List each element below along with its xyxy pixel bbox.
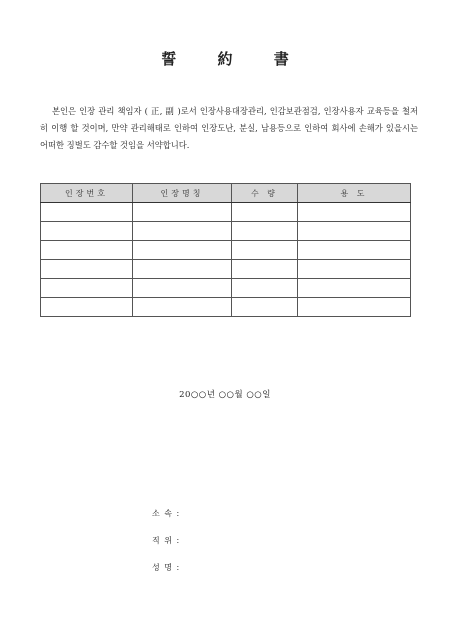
table-cell[interactable] (133, 222, 232, 241)
table-header-row (41, 184, 411, 203)
table-cell[interactable] (133, 203, 232, 222)
table-cell[interactable] (298, 298, 411, 317)
table-cell[interactable] (41, 203, 133, 222)
name-label: 성 명 : (152, 563, 181, 572)
table-cell[interactable] (298, 203, 411, 222)
table-cell[interactable] (298, 279, 411, 298)
date-line: 20○○년 ○○월 ○○일 (179, 390, 271, 400)
table-cell[interactable] (41, 222, 133, 241)
table-cell[interactable] (133, 279, 232, 298)
table-cell[interactable] (41, 241, 133, 260)
table-row (41, 203, 411, 222)
table-row (41, 260, 411, 279)
table-cell[interactable] (41, 260, 133, 279)
pledge-paragraph (40, 103, 418, 154)
table-cell[interactable] (41, 279, 133, 298)
header-seal-number: 인장번호 (41, 184, 133, 203)
table-cell[interactable] (232, 203, 298, 222)
header-purpose: 용 도 (298, 184, 411, 203)
table-cell[interactable] (41, 298, 133, 317)
pledge-text: 본인은 인장 관리 책임자 ( 正, 副 )로서 인장사용대장관리, 인감보관점검, 인장사용자 교육등을 철저히 이행 할 것이며, 만약 관리해태로 인하여 인장도난, 분실, 남용등으로 인하여 회사에 손해가 있을시는 어떠한 징벌도 감수할 것임을 서약합니다. (40, 106, 418, 150)
table-cell[interactable] (133, 298, 232, 317)
table-row (41, 279, 411, 298)
table-cell[interactable] (232, 298, 298, 317)
table-cell[interactable] (298, 241, 411, 260)
table-row (41, 298, 411, 317)
table-cell[interactable] (298, 222, 411, 241)
position-label: 직 위 : (152, 536, 181, 545)
table-cell[interactable] (232, 279, 298, 298)
table-cell[interactable] (298, 260, 411, 279)
table-cell[interactable] (232, 222, 298, 241)
document-title: 誓 約 書 (161, 50, 307, 68)
table-row (41, 222, 411, 241)
table-cell[interactable] (232, 260, 298, 279)
table-cell[interactable] (133, 241, 232, 260)
table-cell[interactable] (232, 241, 298, 260)
table-cell[interactable] (133, 260, 232, 279)
affiliation-label: 소 속 : (152, 509, 181, 518)
header-quantity: 수 량 (232, 184, 298, 203)
header-seal-name: 인장명칭 (133, 184, 232, 203)
table-row (41, 241, 411, 260)
seal-table (40, 183, 411, 317)
